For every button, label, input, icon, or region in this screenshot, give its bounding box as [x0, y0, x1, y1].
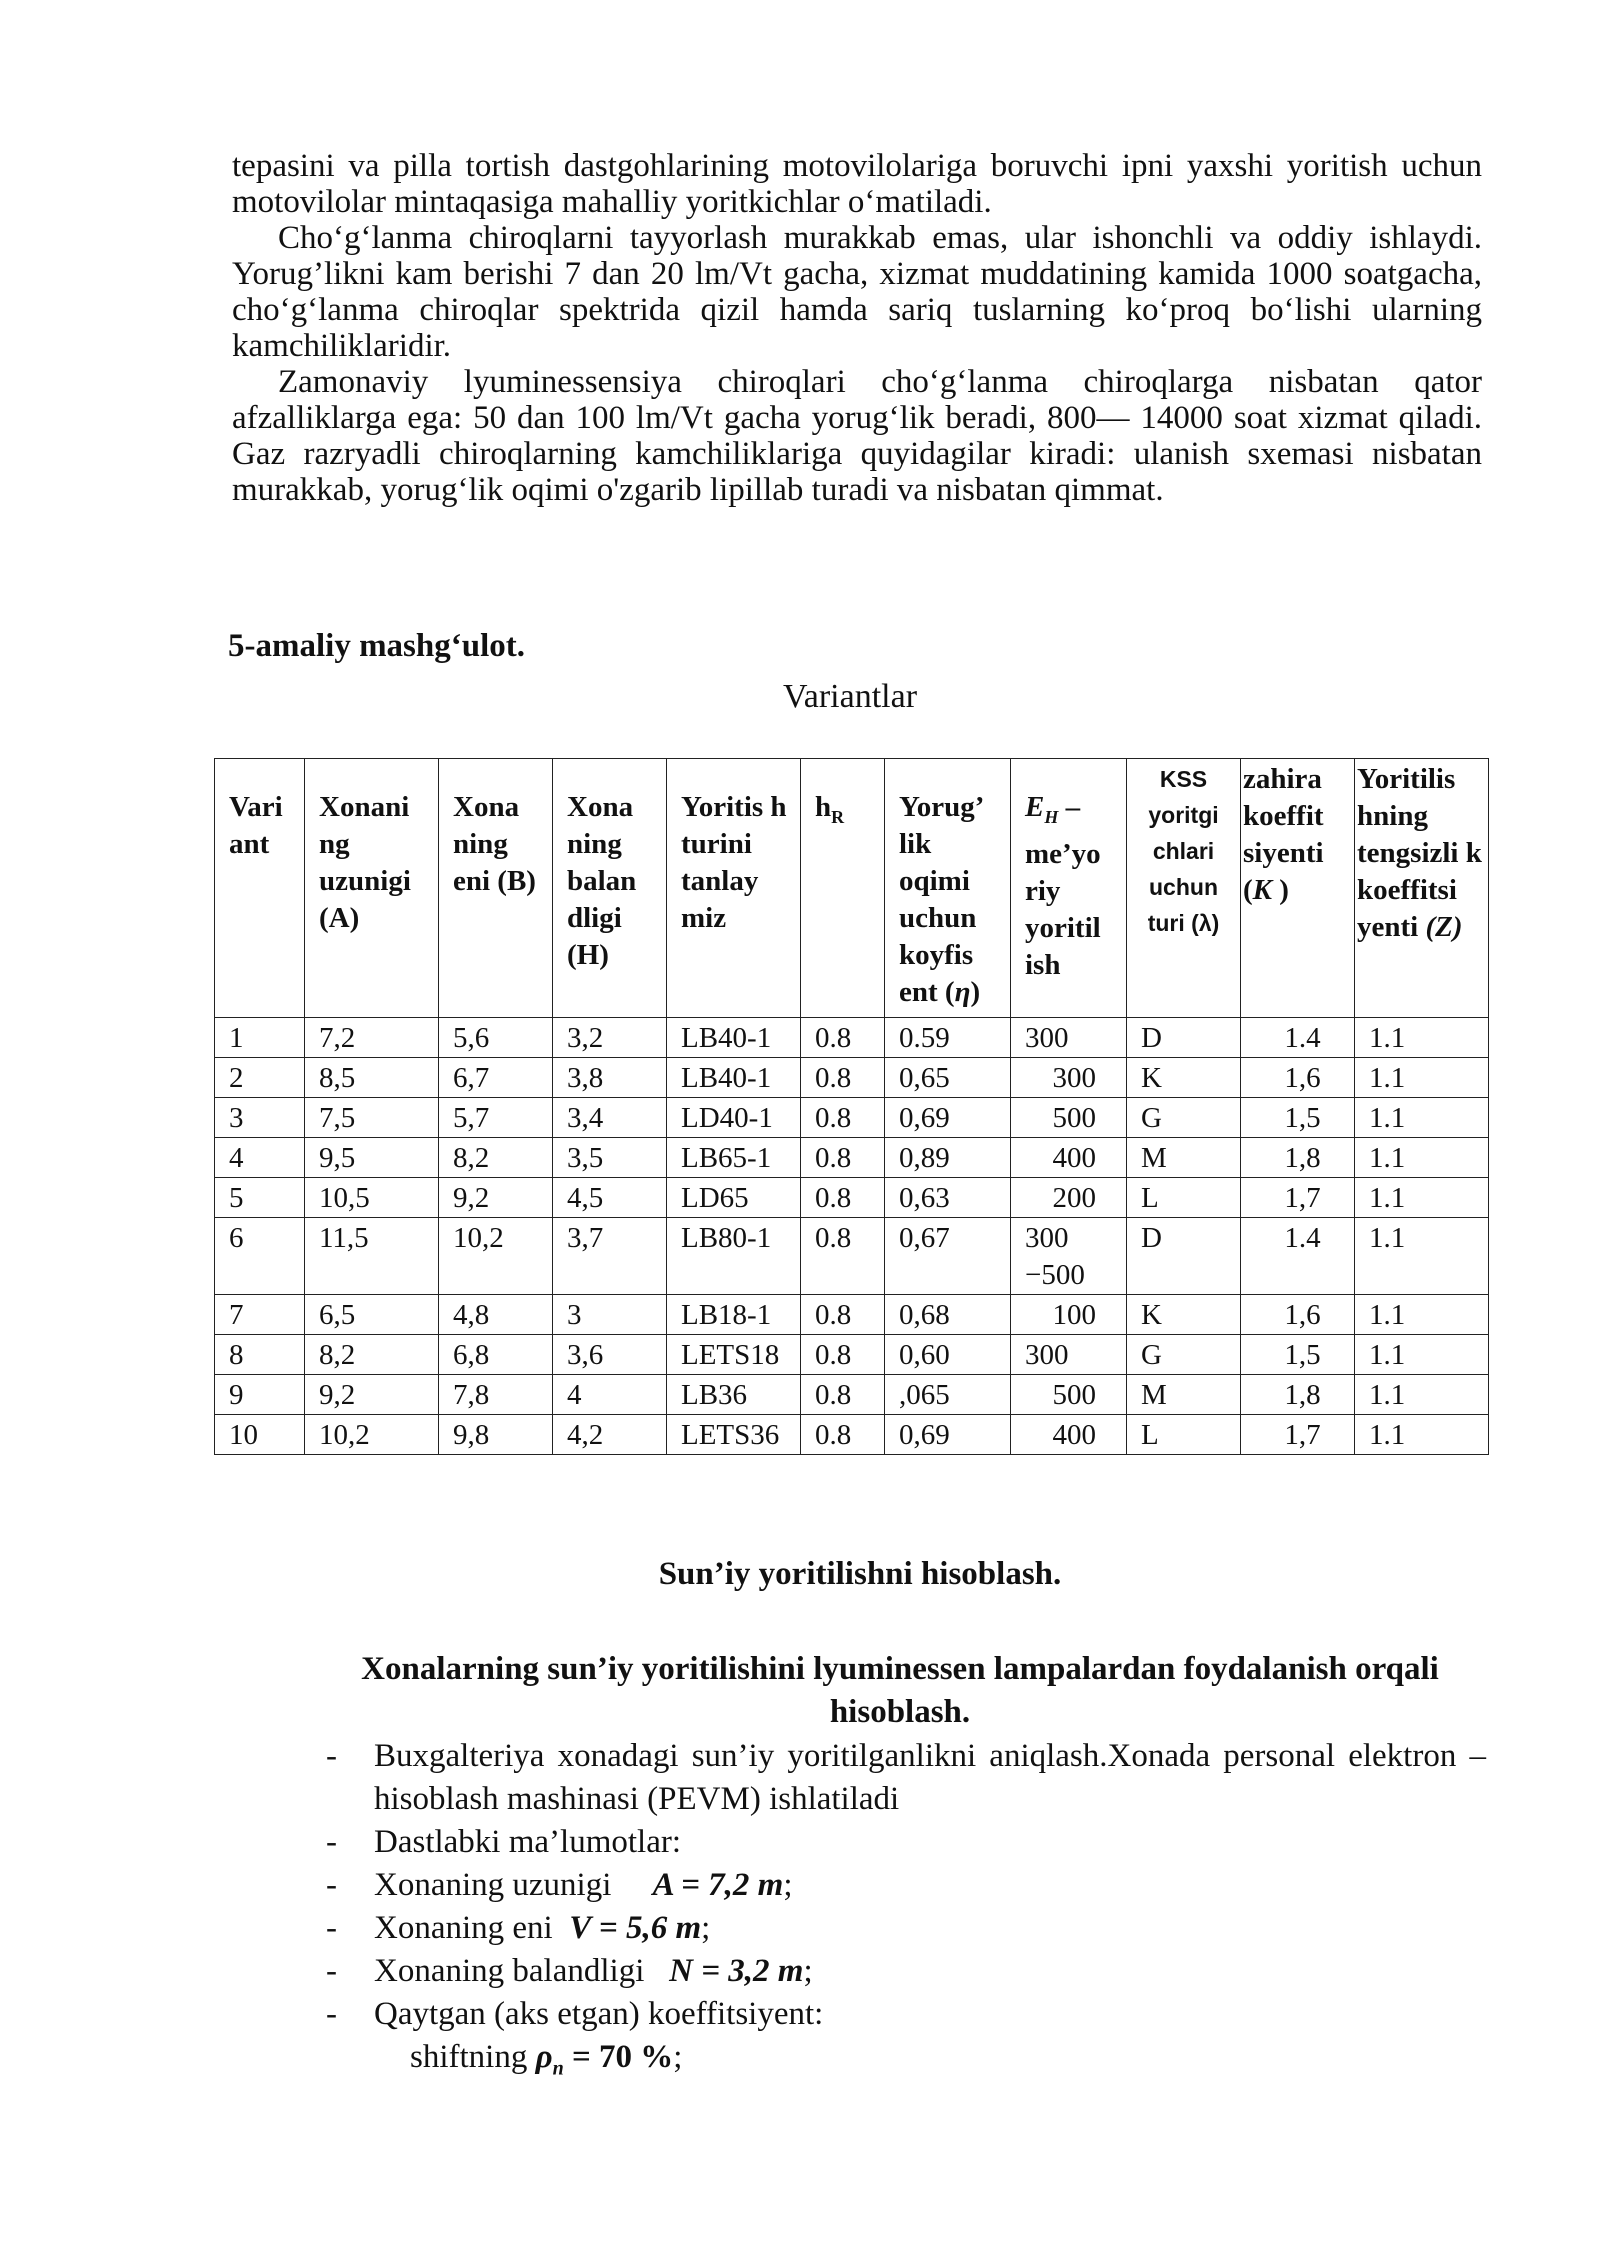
- header-eh-symbol: E: [1025, 791, 1045, 823]
- cell-variant: 10: [215, 1415, 305, 1455]
- cell-z: 1.1: [1355, 1138, 1489, 1178]
- cell-z: 1.1: [1355, 1415, 1489, 1455]
- room-height-value: N = 3,2 m: [669, 1953, 804, 1989]
- cell-width: 6,7: [439, 1058, 553, 1098]
- cell-lamp-type: LB18-1: [667, 1295, 801, 1335]
- cell-hr: 0.8: [801, 1218, 885, 1295]
- cell-length: 6,5: [305, 1295, 439, 1335]
- intro-paragraph-3: [232, 364, 1482, 508]
- header-eta-symbol: η: [954, 976, 971, 1008]
- cell-kss: G: [1127, 1098, 1241, 1138]
- cell-width: 8,2: [439, 1138, 553, 1178]
- intro-paragraph-2-text: Cho‘g‘lanma chiroqlarni tayyorlash murakkab emas, ular ishonchli va oddiy ishlaydi. Yorug’likni kam berishi 7 dan 20 lm/Vt gacha, xizmat muddatining kamida 1000 soatgacha, cho‘g‘lanma chiroqlar spektrida qizil hamda sariq tuslarning ko‘proq bo‘lishi ularning kamchiliklaridir.: [232, 220, 1482, 364]
- cell-length: 7,2: [305, 1018, 439, 1058]
- cell-z: 1.1: [1355, 1218, 1489, 1295]
- list-item: [326, 1950, 1486, 1993]
- cell-variant: 3: [215, 1098, 305, 1138]
- cell-z: 1.1: [1355, 1058, 1489, 1098]
- header-z-symbol: (Z): [1425, 911, 1463, 943]
- cell-lamp-type: LETS36: [667, 1415, 801, 1455]
- intro-paragraph-3-text: Zamonaviy lyuminessensiya chiroqlari cho‘g‘lanma chiroqlarga nisbatan qator afzalliklarga ega: 50 dan 100 lm/Vt gacha yorug‘lik beradi, 800— 14000 soat xizmat qiladi. Gaz razryadli chiroqlarning kamchiliklariga quyidagilar kiradi: ulanish sxemasi nisbatan murakkab, yorug‘lik oqimi o'zgarib lipillab turadi va nisbatan qimmat.: [232, 364, 1482, 508]
- header-k-symbol: K: [1252, 874, 1273, 906]
- cell-k: 1,6: [1241, 1295, 1355, 1335]
- cell-k: 1,5: [1241, 1098, 1355, 1138]
- header-normative-illuminance: [1011, 759, 1127, 1018]
- cell-eta: ,065: [885, 1375, 1011, 1415]
- room-length-label: Xonaning uzunigi: [374, 1867, 612, 1903]
- cell-lamp-type: LB36: [667, 1375, 801, 1415]
- cell-height: 4,5: [553, 1178, 667, 1218]
- cell-k: 1,8: [1241, 1375, 1355, 1415]
- header-eh-sub: H: [1044, 806, 1059, 827]
- header-hr: [801, 759, 885, 1018]
- cell-width: 9,8: [439, 1415, 553, 1455]
- cell-k: 1.4: [1241, 1018, 1355, 1058]
- variants-table: [214, 758, 1489, 1455]
- header-kss-type: KSS yoritgi chlari uchun turi (λ): [1127, 759, 1241, 1018]
- semicolon: ;: [673, 2039, 683, 2075]
- header-variant: Vari ant: [215, 759, 305, 1018]
- rho-subscript: n: [552, 2057, 564, 2080]
- cell-variant: 4: [215, 1138, 305, 1178]
- table-header-row: [215, 759, 1489, 1018]
- cell-variant: 7: [215, 1295, 305, 1335]
- cell-eta: 0,69: [885, 1098, 1011, 1138]
- cell-hr: 0.8: [801, 1375, 885, 1415]
- cell-width: 5,6: [439, 1018, 553, 1058]
- cell-k: 1,7: [1241, 1178, 1355, 1218]
- cell-height: 4: [553, 1375, 667, 1415]
- header-hr-sub: R: [831, 806, 845, 827]
- cell-length: 8,2: [305, 1335, 439, 1375]
- cell-variant: 9: [215, 1375, 305, 1415]
- cell-z: 1.1: [1355, 1018, 1489, 1058]
- cell-hr: 0.8: [801, 1058, 885, 1098]
- cell-variant: 5: [215, 1178, 305, 1218]
- cell-width: 4,8: [439, 1295, 553, 1335]
- cell-eta: 0,60: [885, 1335, 1011, 1375]
- cell-height: 3,4: [553, 1098, 667, 1138]
- cell-length: 8,5: [305, 1058, 439, 1098]
- header-k-close: ): [1272, 874, 1289, 906]
- cell-lamp-type: LD40-1: [667, 1098, 801, 1138]
- cell-variant: 2: [215, 1058, 305, 1098]
- cell-eta: 0,63: [885, 1178, 1011, 1218]
- table-row: [215, 1375, 1489, 1415]
- header-eta-text: Yorug’ lik oqimi uchun koyfis ent (: [899, 791, 983, 1008]
- list-item: - Buxgalteriya xonadagi sun’iy yoritilganlikni aniqlash.Xonada personal elektron –hisoblash mashinasi (PEVM) ishlatiladi: [326, 1735, 1486, 1821]
- cell-z: 1.1: [1355, 1335, 1489, 1375]
- cell-kss: K: [1127, 1058, 1241, 1098]
- cell-eta: 0,69: [885, 1415, 1011, 1455]
- header-luminous-flux-coefficient: [885, 759, 1011, 1018]
- list-item: - Dastlabki ma’lumotlar:: [326, 1821, 1486, 1864]
- cell-kss: M: [1127, 1138, 1241, 1178]
- table-row: [215, 1218, 1489, 1295]
- cell-eta: 0,65: [885, 1058, 1011, 1098]
- cell-lamp-type: LB40-1: [667, 1018, 801, 1058]
- ceiling-label: shiftning: [410, 2039, 528, 2075]
- list-item: - Qaytgan (aks etgan) koeffitsiyent:: [326, 1993, 1486, 2036]
- table-row: [215, 1098, 1489, 1138]
- cell-lamp-type: LB80-1: [667, 1218, 801, 1295]
- cell-variant: 6: [215, 1218, 305, 1295]
- cell-k: 1,5: [1241, 1335, 1355, 1375]
- cell-width: 6,8: [439, 1335, 553, 1375]
- cell-kss: L: [1127, 1415, 1241, 1455]
- cell-kss: G: [1127, 1335, 1241, 1375]
- header-eta-close: ): [970, 976, 981, 1008]
- semicolon: ;: [701, 1910, 711, 1946]
- cell-eta: 0,89: [885, 1138, 1011, 1178]
- cell-height: 3: [553, 1295, 667, 1335]
- header-unevenness-coefficient: [1355, 759, 1489, 1018]
- cell-lamp-type: LD65: [667, 1178, 801, 1218]
- cell-eta: 0.59: [885, 1018, 1011, 1058]
- list-item: [326, 1907, 1486, 1950]
- header-height: Xona ning balan dligi (H): [553, 759, 667, 1018]
- header-k-text: zahira koeffit siyenti (: [1243, 763, 1324, 906]
- cell-kss: D: [1127, 1218, 1241, 1295]
- cell-height: 3,2: [553, 1018, 667, 1058]
- cell-kss: M: [1127, 1375, 1241, 1415]
- cell-hr: 0.8: [801, 1335, 885, 1375]
- header-z-text: Yoritilis hning tengsizli k koeffitsi yenti: [1357, 763, 1482, 943]
- cell-length: 10,5: [305, 1178, 439, 1218]
- room-length-value: A = 7,2 m: [652, 1867, 784, 1903]
- cell-length: 11,5: [305, 1218, 439, 1295]
- cell-lamp-type: LB40-1: [667, 1058, 801, 1098]
- cell-illuminance: 300: [1011, 1335, 1127, 1375]
- cell-k: 1,6: [1241, 1058, 1355, 1098]
- cell-illuminance: 300 −500: [1011, 1218, 1127, 1295]
- cell-height: 3,6: [553, 1335, 667, 1375]
- semicolon: ;: [803, 1953, 813, 1989]
- cell-kss: D: [1127, 1018, 1241, 1058]
- room-width-label: Xonaning eni: [374, 1910, 553, 1946]
- section-title: 5-amaliy mashg‘ulot.: [228, 628, 525, 664]
- ceiling-reflectance-value: = 70 %: [563, 2039, 674, 2075]
- cell-width: 9,2: [439, 1178, 553, 1218]
- cell-height: 3,5: [553, 1138, 667, 1178]
- cell-variant: 8: [215, 1335, 305, 1375]
- initial-data-list: [326, 1735, 1486, 2091]
- cell-height: 4,2: [553, 1415, 667, 1455]
- cell-illuminance: 100: [1011, 1295, 1127, 1335]
- table-row: [215, 1335, 1489, 1375]
- table-row: [215, 1178, 1489, 1218]
- cell-kss: K: [1127, 1295, 1241, 1335]
- cell-z: 1.1: [1355, 1178, 1489, 1218]
- table-row: [215, 1295, 1489, 1335]
- cell-hr: 0.8: [801, 1098, 885, 1138]
- table-caption: Variantlar: [782, 678, 918, 715]
- cell-height: 3,8: [553, 1058, 667, 1098]
- header-width: Xona ning eni (B): [439, 759, 553, 1018]
- list-item: [326, 2036, 1486, 2091]
- cell-z: 1.1: [1355, 1098, 1489, 1138]
- cell-hr: 0.8: [801, 1018, 885, 1058]
- cell-illuminance: 200: [1011, 1178, 1127, 1218]
- cell-eta: 0,68: [885, 1295, 1011, 1335]
- room-width-value: V = 5,6 m: [569, 1910, 702, 1946]
- header-lamp-type: Yoritis h turini tanlay miz: [667, 759, 801, 1018]
- list-item: [326, 1864, 1486, 1907]
- header-hr-main: h: [815, 791, 832, 823]
- intro-paragraph-2: [232, 220, 1482, 364]
- semicolon: ;: [783, 1867, 793, 1903]
- cell-k: 1,8: [1241, 1138, 1355, 1178]
- table-body: [215, 1018, 1489, 1455]
- table-row: [215, 1415, 1489, 1455]
- cell-length: 9,2: [305, 1375, 439, 1415]
- cell-illuminance: 300: [1011, 1058, 1127, 1098]
- cell-z: 1.1: [1355, 1295, 1489, 1335]
- cell-z: 1.1: [1355, 1375, 1489, 1415]
- cell-length: 9,5: [305, 1138, 439, 1178]
- cell-illuminance: 400: [1011, 1138, 1127, 1178]
- cell-hr: 0.8: [801, 1295, 885, 1335]
- table-row: [215, 1058, 1489, 1098]
- header-eh-text: – me’yo riy yoritil ish: [1025, 791, 1101, 981]
- cell-lamp-type: LETS18: [667, 1335, 801, 1375]
- cell-length: 7,5: [305, 1098, 439, 1138]
- cell-kss: L: [1127, 1178, 1241, 1218]
- table-row: [215, 1138, 1489, 1178]
- cell-width: 5,7: [439, 1098, 553, 1138]
- cell-illuminance: 500: [1011, 1098, 1127, 1138]
- cell-hr: 0.8: [801, 1415, 885, 1455]
- cell-k: 1.4: [1241, 1218, 1355, 1295]
- cell-width: 7,8: [439, 1375, 553, 1415]
- cell-lamp-type: LB65-1: [667, 1138, 801, 1178]
- room-height-label: Xonaning balandligi: [374, 1953, 645, 1989]
- cell-illuminance: 400: [1011, 1415, 1127, 1455]
- cell-eta: 0,67: [885, 1218, 1011, 1295]
- intro-paragraph-1: tepasini va pilla tortish dastgohlarining motovilolariga boruvchi ipni yaxshi yoritish uchun motovilolar mintaqasiga mahalliy yoritkichlar o‘matiladi.: [232, 148, 1482, 220]
- header-reserve-coefficient: [1241, 759, 1355, 1018]
- header-length: Xonani ng uzunigi (A): [305, 759, 439, 1018]
- cell-illuminance: 300: [1011, 1018, 1127, 1058]
- method-title: Xonalarning sun’iy yoritilishini lyuminessen lampalardan foydalanish orqali hisoblash.: [361, 1651, 1439, 1730]
- cell-variant: 1: [215, 1018, 305, 1058]
- cell-length: 10,2: [305, 1415, 439, 1455]
- cell-hr: 0.8: [801, 1138, 885, 1178]
- cell-hr: 0.8: [801, 1178, 885, 1218]
- table-row: [215, 1018, 1489, 1058]
- cell-illuminance: 500: [1011, 1375, 1127, 1415]
- cell-height: 3,7: [553, 1218, 667, 1295]
- rho-symbol: ρ: [535, 2039, 553, 2075]
- cell-width: 10,2: [439, 1218, 553, 1295]
- calculation-title: Sun’iy yoritilishni hisoblash.: [658, 1556, 1062, 1592]
- cell-k: 1,7: [1241, 1415, 1355, 1455]
